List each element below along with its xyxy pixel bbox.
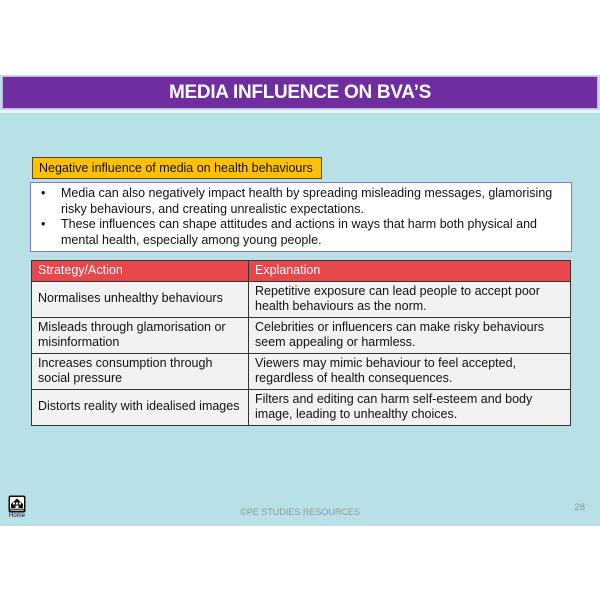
copyright-text: ©PE STUDIES RESOURCES: [240, 507, 360, 517]
table-row: [32, 353, 571, 389]
explanation-cell: Repetitive exposure can lead people to accept poor health behaviours as the norm.: [249, 281, 571, 317]
table-row: [32, 281, 571, 317]
page-title: MEDIA INFLUENCE ON BVA’S: [169, 81, 431, 103]
table-row: [32, 317, 571, 353]
strategy-table: [31, 260, 571, 426]
bullet-text: These influences can shape attitudes and actions in ways that harm both physical and mental health, especially among young people.: [61, 217, 537, 247]
strategy-cell: Misleads through glamorisation or misinformation: [32, 317, 249, 353]
column-header-explanation: Explanation: [249, 261, 571, 282]
bullet-item: [39, 186, 563, 217]
explanation-cell: Filters and editing can harm self-esteem and body image, leading to unhealthy choices.: [249, 389, 571, 425]
home-label: Home: [8, 513, 25, 519]
section-label-box: [32, 157, 322, 179]
page-number: 28: [574, 502, 585, 513]
strategy-cell: Normalises unhealthy behaviours: [32, 281, 249, 317]
bullet-icon: •: [41, 217, 46, 231]
bullet-icon: •: [41, 186, 46, 200]
strategy-cell: Increases consumption through social pressure: [32, 353, 249, 389]
bullet-list: [39, 186, 563, 248]
strategy-cell: Distorts reality with idealised images: [32, 389, 249, 425]
table-row: [32, 389, 571, 425]
table-header-row: [32, 261, 571, 282]
title-bar: [2, 76, 598, 109]
bullet-text: Media can also negatively impact health by spreading misleading messages, glamorising risky behaviours, and creating unrealistic expectations.: [61, 186, 553, 216]
bullet-box: [30, 182, 572, 252]
column-header-strategy: Strategy/Action: [32, 261, 249, 282]
section-label: Negative influence of media on health behaviours: [39, 161, 313, 175]
explanation-cell: Viewers may mimic behaviour to feel accepted, regardless of health consequences.: [249, 353, 571, 389]
explanation-cell: Celebrities or influencers can make risky behaviours seem appealing or harmless.: [249, 317, 571, 353]
title-divider: [0, 110, 600, 113]
bullet-item: [39, 217, 563, 248]
